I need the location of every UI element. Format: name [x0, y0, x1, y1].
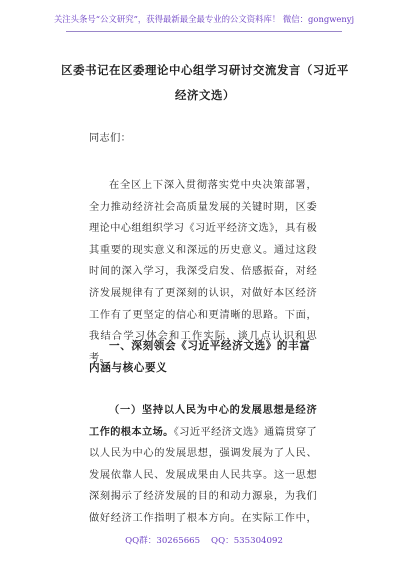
subsection-paragraph [89, 400, 317, 530]
header-banner: 关注头条号“公文研究”，获得最新最全最专业的公文资料库！ 微信：gongwenyj [53, 14, 355, 24]
intro-paragraph: 在全区上下深入贯彻落实党中央决策部署，全力推动经济社会高质量发展的关键时期，区委理论中心组组织学习《习近平经济文选》，具有极其重要的现实意义和深远的历史意义。通过这段时间的深入学习，我深受启发、倍感振奋，对经济发展规律有了更深刻的认识，对做好本区经济工作有了更坚定的信心和更清晰的思路。下面，我结合学习体会和工作实际，谈几点认识和思考。 [89, 180, 317, 364]
subsection-heading: （一）坚持以人民为中心的发展思想是经济工作的根本立场。 [89, 404, 317, 438]
document-title: 区委书记在区委理论中心组学习研讨交流发言（习近平经济文选） [61, 63, 349, 102]
header-divider [66, 31, 342, 32]
section-heading: 一、深刻领会《习近平经济文选》的丰富内涵与核心要义 [89, 340, 311, 374]
salutation: 同志们： [89, 133, 132, 144]
footer-contact: QQ群：30265665 QQ：535304092 [125, 536, 283, 546]
subsection-body: 《习近平经济文选》通篇贯穿了以人民为中心的发展思想，强调发展为了人民、发展依靠人民、发展成果由人民共享。这一思想深刻揭示了经济发展的目的和动力源泉，为我们做好经济工作指明了根本方向。在实际工作中， [89, 426, 317, 524]
